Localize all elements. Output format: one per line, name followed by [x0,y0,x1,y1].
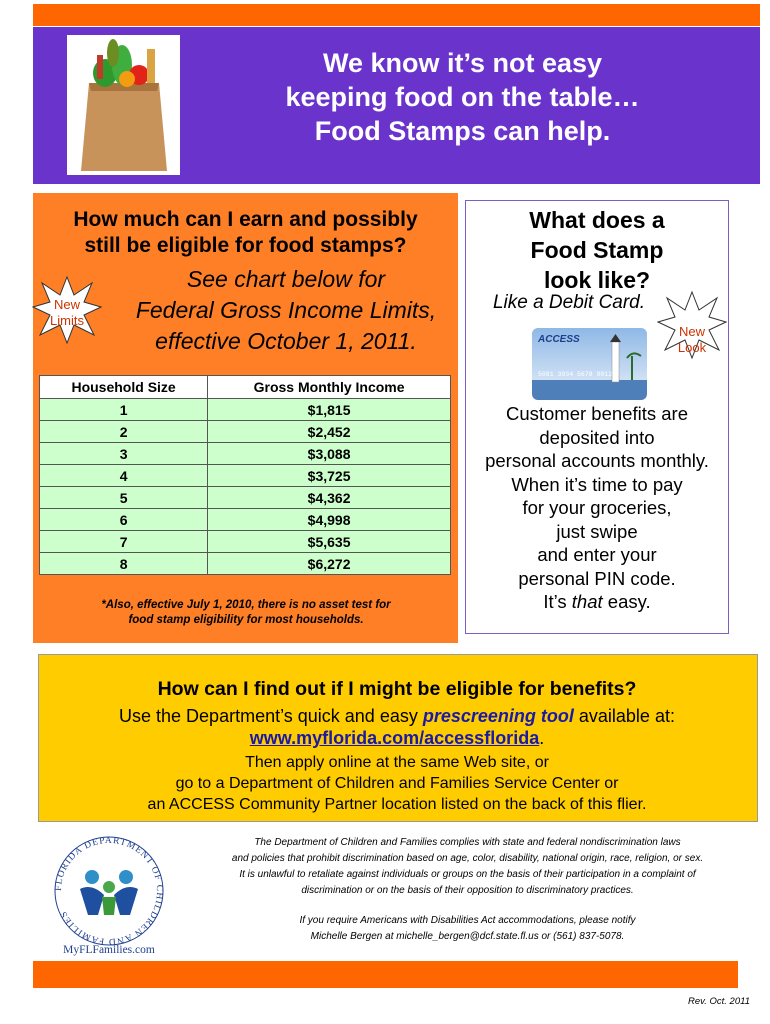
revision-date: Rev. Oct. 2011 [688,996,750,1007]
legal-line: The Department of Children and Families complies with state and federal nondiscrimination laws [254,837,681,848]
ada-line: If you require Americans with Disabilities Act accommodations, please notify [299,915,636,926]
prescreening-pre: Use the Department’s quick and easy [119,706,423,726]
income-cell: $4,362 [208,487,451,509]
income-cell: $3,725 [208,465,451,487]
url-line [38,727,756,749]
income-cell: $3,088 [208,443,451,465]
card-description [466,402,728,614]
access-florida-link[interactable]: www.myflorida.com/accessflorida [249,728,540,748]
table-row [40,443,451,465]
eligibility-title: How can I find out if I might be eligible for benefits? [157,678,637,700]
new-limits-badge-text [32,297,102,329]
headline-line: We know it’s not easy [322,48,603,78]
legal-line: discrimination or on the basis of their opposition to discriminatory practices. [301,885,634,896]
eligibility-step-line: Then apply online at the same Web site, or [245,754,549,771]
badge-line: New [53,297,80,312]
column-header: Gross Monthly Income [208,376,451,399]
household-size-cell: 2 [40,421,208,443]
income-cell: $1,815 [208,399,451,421]
headline-line: keeping food on the table… [285,82,640,112]
badge-line: New [678,324,705,339]
nondiscrimination-statement [190,835,745,945]
chart-note-line: See chart below for [186,266,386,292]
headline [190,46,735,148]
legal-line: It is unlawful to retaliate against individuals or groups on the basis of their participation in a complaint of [239,869,696,880]
table-row [40,421,451,443]
income-cell: $2,452 [208,421,451,443]
access-card-icon [532,328,647,400]
dcf-logo-icon [44,833,174,958]
household-size-cell: 3 [40,443,208,465]
logo-ring-text: FLORIDA DEPARTMENT OF CHILDREN AND FAMILIES [53,835,165,947]
eligibility-steps [38,752,756,815]
spacer [190,899,745,913]
card-question [466,205,728,295]
closing-pre: It’s [543,591,572,612]
card-question-line: What does a [529,207,665,233]
top-orange-bar [33,4,760,26]
income-question-line: still be eligible for food stamps? [84,234,407,257]
household-size-cell: 1 [40,399,208,421]
grocery-bag-icon [67,35,180,175]
chart-note-line: effective October 1, 2011. [155,328,417,354]
ada-line: Michelle Bergen at michelle_bergen@dcf.state.fl.us or (561) 837-5078. [310,931,625,942]
income-cell: $6,272 [208,553,451,575]
card-desc-line: for your groceries, [522,497,672,518]
asset-note-line: food stamp eligibility for most households. [128,614,364,626]
table-row [40,399,451,421]
income-cell: $4,998 [208,509,451,531]
card-desc-line: just swipe [556,520,638,542]
card-desc-line: and enter your [537,544,657,565]
prescreening-tool-link[interactable]: prescreening tool [422,706,574,726]
card-brand: ACCESS [538,334,580,345]
eligibility-instructions [38,705,756,749]
household-size-cell: 4 [40,465,208,487]
column-header: Household Size [40,376,208,399]
household-size-cell: 8 [40,553,208,575]
table-row [40,531,451,553]
chart-note [110,264,462,357]
legal-line: and policies that prohibit discrimination based on age, color, disability, national origin, race, religion, or sex. [231,853,704,864]
income-question-line: How much can I earn and possibly [73,208,418,231]
asset-note-line: *Also, effective July 1, 2010, there is no asset test for [101,599,391,611]
table-row [40,487,451,509]
household-size-cell: 7 [40,531,208,553]
income-cell: $5,635 [208,531,451,553]
headline-line: Food Stamps can help. [314,116,611,146]
asset-test-note [40,598,452,628]
card-desc-line: personal PIN code. [518,567,676,589]
card-answer: Like a Debit Card. [492,292,646,313]
card-desc-line: Customer benefits are [505,403,688,424]
url-suffix: . [539,728,545,748]
prescreening-post: available at: [573,706,675,726]
new-limits-badge [32,275,102,345]
table-row [40,465,451,487]
card-desc-line: deposited into [539,426,655,448]
closing-emphasis: that [571,591,603,612]
eligibility-step-line: an ACCESS Community Partner location listed on the back of this flier. [147,796,647,813]
badge-line: Look [677,340,707,355]
closing-post: easy. [602,591,651,612]
income-table [39,375,451,575]
card-question-line: look like? [543,267,651,293]
bottom-orange-bar [33,961,738,988]
logo-caption: MyFLFamilies.com [63,944,155,956]
table-row [40,509,451,531]
table-header-row [40,376,451,399]
badge-line: Limits [50,313,84,328]
new-look-badge-text [657,324,727,356]
household-size-cell: 5 [40,487,208,509]
new-look-badge [657,290,727,360]
card-closing-line [466,590,728,614]
card-question-line: Food Stamp [530,237,664,263]
household-size-cell: 6 [40,509,208,531]
prescreening-line [38,705,756,727]
income-question [33,207,458,259]
chart-note-line: Federal Gross Income Limits, [135,297,437,323]
card-desc-line: When it’s time to pay [511,473,683,495]
card-number: 5081 3934 5678 9012 [538,371,613,378]
card-desc-line: personal accounts monthly. [485,450,709,471]
eligibility-step-line: go to a Department of Children and Families Service Center or [175,775,619,792]
table-row [40,553,451,575]
